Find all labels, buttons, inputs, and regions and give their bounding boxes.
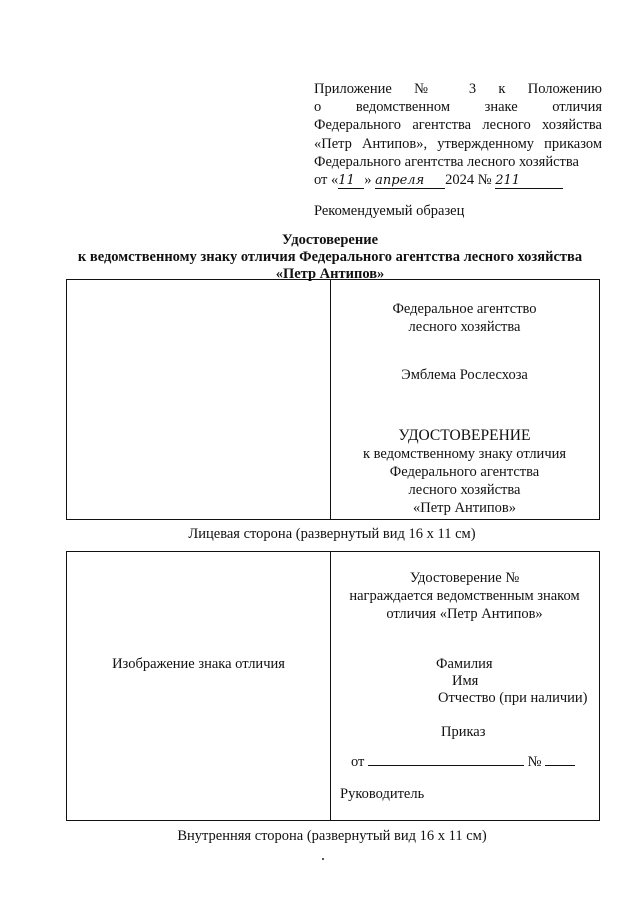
date-year: 2024 № — [445, 172, 492, 189]
order-date-line — [351, 753, 575, 771]
front-heading: УДОСТОВЕРЕНИЕ — [398, 427, 531, 444]
date-prefix: от « — [314, 172, 339, 189]
order-number-blank — [545, 753, 575, 766]
inner-certificate — [331, 569, 598, 623]
date-day: 11 — [338, 174, 364, 189]
front-caption: Лицевая сторона (развернутый вид 16 х 11 см) — [188, 526, 476, 542]
annex-date-line — [314, 171, 602, 189]
order-number-sign: № — [527, 754, 542, 770]
field-patronymic: Отчество (при наличии) — [438, 690, 588, 706]
front-agency — [331, 300, 598, 336]
front-certificate — [331, 427, 598, 517]
order-date-blank — [368, 753, 524, 766]
title-line-1: Удостоверение — [282, 232, 378, 248]
front-sub-2: Федерального агентства — [389, 464, 540, 480]
title-line-3: «Петр Антипов» — [275, 266, 385, 282]
badge-image-placeholder: Изображение знака отличия — [112, 656, 285, 672]
inner-cert-line-2: награждается ведомственным знаком — [349, 588, 580, 604]
front-emblem: Эмблема Рослесхоза — [401, 367, 528, 383]
inner-caption: Внутренняя сторона (развернутый вид 16 х 11 см) — [177, 828, 487, 844]
date-month: апреля — [375, 174, 445, 189]
annex-line-1: Приложение № 3 к Положению — [314, 81, 602, 97]
field-surname: Фамилия — [436, 656, 493, 672]
front-sub-3: лесного хозяйства — [408, 482, 521, 498]
annex-line-4: «Петр Антипов», утвержденному приказом — [314, 135, 602, 152]
recommended-sample: Рекомендуемый образец — [314, 203, 465, 219]
order-number: 211 — [495, 174, 563, 189]
page-dot — [322, 858, 324, 860]
title-line-2: к ведомственному знаку отличия Федерального агентства лесного хозяйства — [77, 249, 583, 265]
inner-cert-line-1: Удостоверение № — [409, 570, 520, 586]
front-agency-line-2: лесного хозяйства — [408, 319, 521, 335]
annex-line-3: Федерального агентства лесного хозяйства — [314, 117, 602, 134]
order-from: от — [351, 754, 365, 770]
document-title — [40, 232, 620, 283]
annex-line-2: о ведомственном знаке отличия — [314, 99, 602, 116]
order-label: Приказ — [441, 724, 486, 740]
front-agency-line-1: Федеральное агентство — [392, 301, 537, 317]
date-mid: » — [364, 172, 372, 189]
field-name: Имя — [452, 673, 479, 689]
front-sub-1: к ведомственному знаку отличия — [362, 446, 567, 462]
inner-cert-line-3: отличия «Петр Антипов» — [386, 606, 543, 622]
head-signature-label: Руководитель — [340, 786, 425, 802]
annex-line-5: Федерального агентства лесного хозяйства — [314, 153, 579, 170]
front-sub-4: «Петр Антипов» — [413, 500, 516, 516]
annex-header — [314, 80, 602, 189]
